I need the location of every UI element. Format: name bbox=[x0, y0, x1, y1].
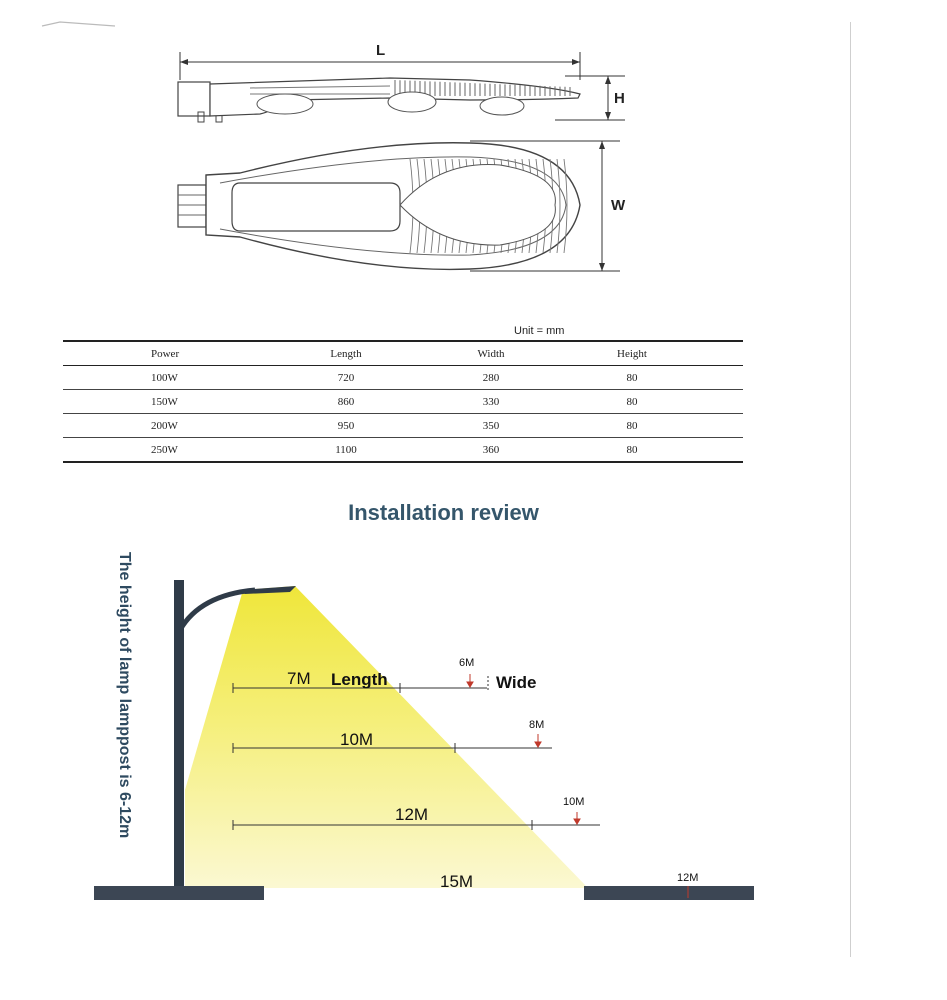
width-label-8m: 8M bbox=[529, 719, 545, 731]
cell-height: 80 bbox=[561, 438, 743, 463]
col-header-height: Height bbox=[561, 341, 743, 366]
cell-height: 80 bbox=[561, 390, 743, 414]
table-row bbox=[63, 414, 743, 438]
width-label-10m: 10M bbox=[563, 796, 585, 808]
cell-width: 350 bbox=[421, 414, 561, 438]
table-header-row bbox=[63, 341, 743, 366]
cell-width: 280 bbox=[421, 366, 561, 390]
col-header-width: Width bbox=[421, 341, 561, 366]
distance-label-15m: 15M bbox=[440, 872, 474, 891]
cell-length: 720 bbox=[271, 366, 421, 390]
installation-title: Installation review bbox=[348, 500, 539, 525]
corner-mark bbox=[40, 20, 120, 34]
cell-power: 150W bbox=[63, 390, 271, 414]
width-label-6m: 6M bbox=[459, 657, 475, 669]
width-label-12m: 12M bbox=[677, 872, 699, 884]
wide-word: Wide bbox=[496, 673, 537, 692]
lamp-side-view-drawing bbox=[170, 40, 640, 140]
light-beam bbox=[185, 586, 588, 888]
distance-label-12m: 12M bbox=[395, 805, 429, 824]
cell-height: 80 bbox=[561, 366, 743, 390]
cell-width: 330 bbox=[421, 390, 561, 414]
ground-right bbox=[584, 886, 754, 900]
width-dimension-label: W bbox=[611, 197, 626, 214]
page-border bbox=[850, 22, 851, 957]
cell-height: 80 bbox=[561, 414, 743, 438]
spec-table bbox=[63, 340, 743, 463]
col-header-length: Length bbox=[271, 341, 421, 366]
cell-length: 860 bbox=[271, 390, 421, 414]
cell-power: 200W bbox=[63, 414, 271, 438]
table-unit-note: Unit = mm bbox=[514, 325, 565, 337]
cell-length: 1100 bbox=[271, 438, 421, 463]
lamp-top-view-drawing bbox=[170, 135, 640, 280]
installation-diagram bbox=[0, 570, 820, 910]
distance-label-10m: 10M bbox=[340, 730, 374, 749]
table-row bbox=[63, 390, 743, 414]
ground-left bbox=[94, 886, 264, 900]
length-word: Length bbox=[331, 670, 388, 689]
length-dimension-label: L bbox=[376, 42, 386, 59]
cell-power: 250W bbox=[63, 438, 271, 463]
table-row bbox=[63, 438, 743, 463]
distance-label-7m: 7M bbox=[287, 669, 311, 688]
pole-height-note: The height of lamp lamppost is 6-12m bbox=[116, 552, 133, 839]
cell-power: 100W bbox=[63, 366, 271, 390]
col-header-power: Power bbox=[63, 341, 271, 366]
table-row bbox=[63, 366, 743, 390]
cell-length: 950 bbox=[271, 414, 421, 438]
cell-width: 360 bbox=[421, 438, 561, 463]
height-dimension-label: H bbox=[614, 90, 625, 107]
